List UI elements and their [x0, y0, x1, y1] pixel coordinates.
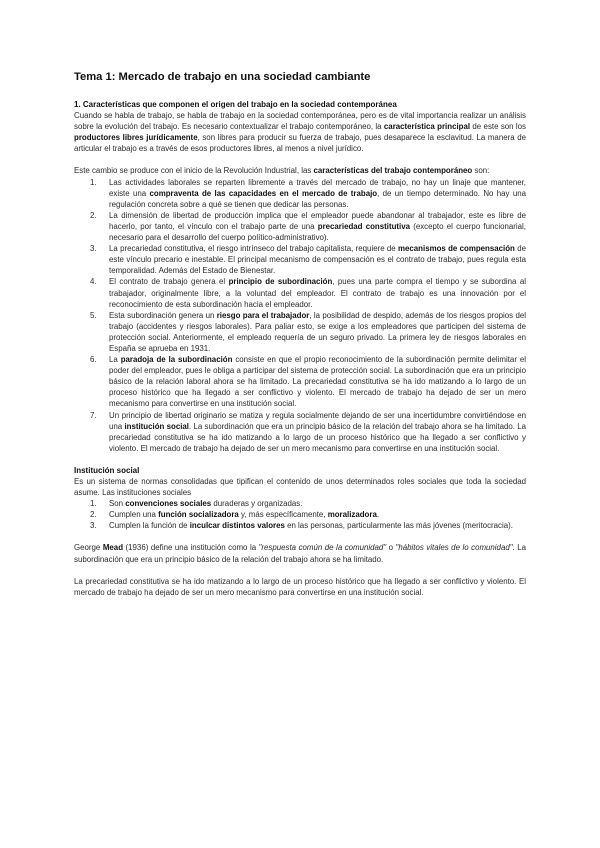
list-item: 1. Las actividades laborales se reparten libremente a través del mercado de trabajo, no hay un linaje que mantener, existe una compraventa de las capacidades en el mercado de trabajo, de un tiempo determinado. No hay una regulación concreta sobre a qué se tienen que dedicar las personas. — [90, 177, 527, 209]
list-item: 2. Cumplen una función socializadora y, más específicamente, moralizadora. — [90, 510, 380, 520]
document-page — [74, 70, 526, 598]
list-item: 4. El contrato de trabajo genera el principio de subordinación, pues una parte compra el tiempo y se subordina al trabajador, originalmente libre, a la voluntad del empleador. El contrato de trabajo es una innovación por el reconocimiento de esta subordinación hacia el empleador. — [90, 277, 526, 309]
list-item: 1. Son convenciones sociales duraderas y organizadas. — [90, 499, 303, 509]
list-item: 3. Cumplen la función de inculcar distintos valores en las personas, particularmente las más jóvenes (meritocracia). — [90, 521, 513, 531]
paragraph-revolution: Este cambio se produce con el inicio de la Revolución Industrial, las características del trabajo contemporáneo son: — [74, 166, 490, 176]
list-item: 5. Esta subordinación genera un riesgo para el trabajador, la posibilidad de despido, además de los riesgos propios del trabajo (accidentes y riesgos laborales). Para paliar esto, se exige a los empleadores que participen del sistema de protección social. Anteriormente, el empleado requería de un seguro privado. La primera ley de riesgos laborales en España se aprueba en 1931. — [90, 310, 526, 353]
paragraph-institution-intro: Es un sistema de normas consolidadas que tipifican el contenido de unos determinados roles sociales que toda la sociedad asume. Las instituciones sociales — [74, 477, 526, 498]
paragraph-mead: George Mead (1936) define una institución como la "respuesta común de la comunidad" o "hábitos vitales de lo comunidad". La subordinación que era un principio básico de la relación del trabajo ahora se ha limitado. — [74, 543, 527, 564]
paragraph-final: La precariedad constitutiva se ha ido matizando a lo largo de un proceso histórico que ha llegado a ser conflictivo y violento. El mercado de trabajo ha dejado de ser un mero mecanismo para convertirse en una institución social. — [74, 576, 526, 597]
section-heading-characteristics: 1. Características que componen el origen del trabajo en la sociedad contemporánea — [74, 100, 397, 109]
list-item: 3. La precariedad constitutiva, el riesgo intrínseco del trabajo capitalista, requiere de mecanismos de compensación de este vínculo precario e inestable. El principal mecanismo de compensación es el contrato de trabajo, pues regula esta temporalidad. Además del Estado de Bienestar. — [90, 244, 526, 276]
list-item: 2. La dimensión de libertad de producción implica que el empleador puede abandonar al trabajador, este es libre de hacerlo, por tanto, el vínculo con el trabajo parte de una precariedad constitutiva (excepto el cuerpo funcionarial, necesario para el desarrollo del cuerpo político-administrativo). — [90, 210, 526, 243]
paragraph-intro: Cuando se habla de trabajo, se habla de trabajo en la sociedad contemporánea, pero es de vital importancia realizar un análisis sobre la evolución del trabajo. Es necesario contextualizar el trabajo contemporáneo, la característica principal de este son los productores libres jurídicamente, son libres para producir su fuerza de trabajo, pues desaparece la esclavitud. La manera de articular el trabajo es a través de esos productores libres, al menos a nivel jurídico. — [74, 111, 526, 154]
section-heading-institution: Institución social — [74, 465, 140, 475]
institution-list — [74, 498, 526, 531]
characteristics-list — [74, 177, 526, 454]
list-item: 6. La paradoja de la subordinación consiste en que el propio reconocimiento de la subordinación permite delimitar el poder del empleador, pues le obliga a participar del sistema de protección social. La subordinación que era un principio básico de la relación laboral ahora se ha limitado. La precariedad constitutiva se ha ido matizando a lo largo de un proceso histórico que ha llegado a ser conflictivo y violento. El mercado de trabajo ha dejado de ser un mero mecanismo para convertirse en una institución social. — [90, 355, 526, 409]
document-title: Tema 1: Mercado de trabajo en una sociedad cambiante — [74, 71, 371, 83]
list-item: 7. Un principio de libertad originario se matiza y regula socialmente dejando de ser una incertidumbre convirtiéndose en una institución social. La subordinación que era un principio básico de la relación del trabajo ahora se ha limitado. La precariedad constitutiva se ha ido matizando a lo largo de un proceso histórico que ha llegado a ser conflictivo y violento. El mercado de trabajo ha dejado de ser un mero mecanismo para convertirse en una institución social. — [90, 410, 527, 453]
